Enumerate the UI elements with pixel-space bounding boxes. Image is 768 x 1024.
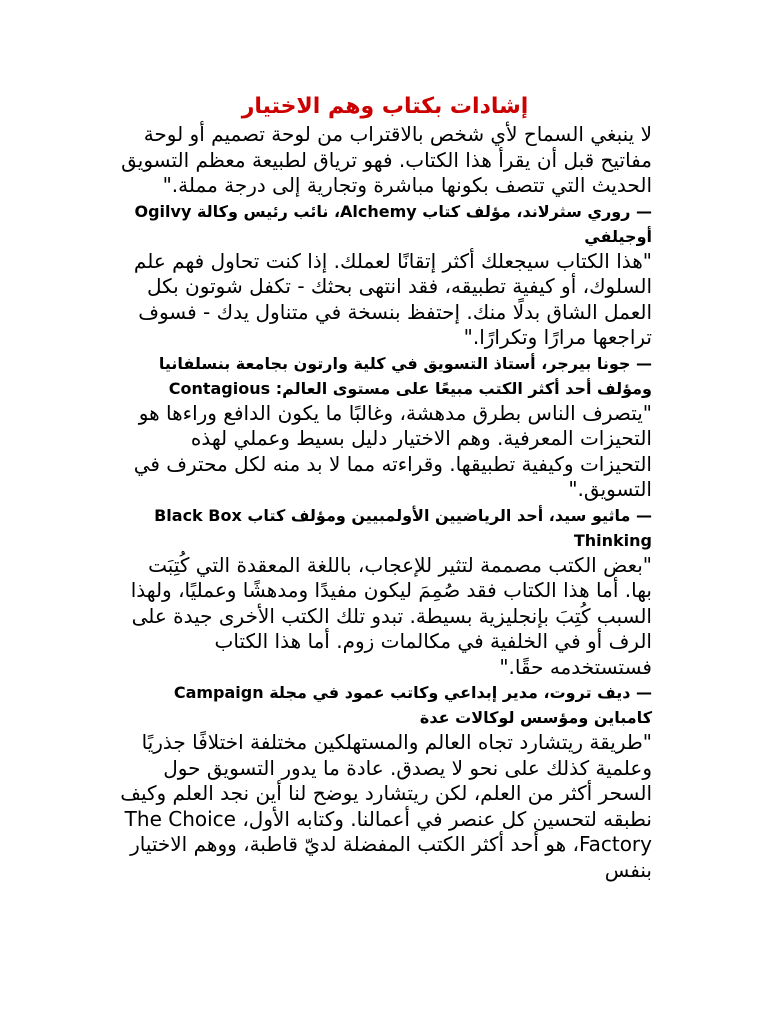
quote-paragraph: "بعض الكتب مصممة لتثير للإعجاب، باللغة المعقدة التي كُتِبَت بها. أما هذا الكتاب فقد صُمِمَ ليكون مفيدًا ومدهشًا وعمليًا، ولهذا السبب كُتِبَ بإنجليزية بسيطة. تبدو تلك الكتب الأخرى جيدة على الرف أو في الخلفية في مكالمات زوم. أما هذا الكتاب فستستخدمه حقًا." [130,552,652,679]
quote-paragraph: "طريقة ريتشارد تجاه العالم والمستهلكين مختلفة اختلافًا جذريًا وعلمية كذلك على نحو لا يصدق. عادة ما يدور التسويق حول السحر أكثر من العلم، لكن ريتشارد يوضح لنا أين نجد العلم وكيف نطبقه لتحسين كل عنصر في أعمالنا. وكتابه الأول، The Choice Factory، هو أحد أكثر الكتب المفضلة لديّ قاطبة، ووهم الاختيار بنفس [120,730,652,882]
quote-attribution: — جونا بيرجر، أستاذ التسويق في كلية وارتون بجامعة بنسلفانيا ومؤلف أحد أكثر الكتب مبيعًا على مستوى العالم: Contagious [158,353,652,398]
page-title: إشادات بكتاب وهم الاختيار [241,94,529,119]
quote-paragraph: "هذا الكتاب سيجعلك أكثر إتقانًا لعملك. إذا كنت تحاول فهم علم السلوك، أو كيفية تطبيقه، فقد انتهى بحثك - تكفل شوتون بكل العمل الشاق بدلًا منك. إحتفظ بنسخة في متناول يدك - فسوف تراجعها مرارًا وتكرارًا." [133,248,652,349]
quote-attribution: — ماثيو سيد، أحد الرياضيين الأولمبيين ومؤلف كتاب Black Box Thinking [154,505,652,550]
quote-paragraph: لا ينبغي السماح لأي شخص بالاقتراب من لوحة تصميم أو لوحة مفاتيح قبل أن يقرأ هذا الكتاب. فهو ترياق لطبيعة معظم التسويق الحديث التي تتصف بكونها مباشرة وتجارية إلى درجة مملة." [121,122,652,197]
quote-attribution: — روري سثرلاند، مؤلف كتاب Alchemy، نائب رئيس وكالة Ogilvy أوجيلفي [134,201,652,246]
quote-paragraph: "يتصرف الناس بطرق مدهشة، وغالبًا ما يكون الدافع وراءها هو التحيزات المعرفية. وهم الاختيار دليل بسيط وعملي لهذه التحيزات وكيفية تطبيقها. وقراءته مما لا بد منه لكل محترف في التسويق." [133,400,652,501]
quote-attribution: — ديف تروت، مدير إبداعي وكاتب عمود في مجلة Campaign كامباين ومؤسس لوكالات عدة [173,683,652,727]
